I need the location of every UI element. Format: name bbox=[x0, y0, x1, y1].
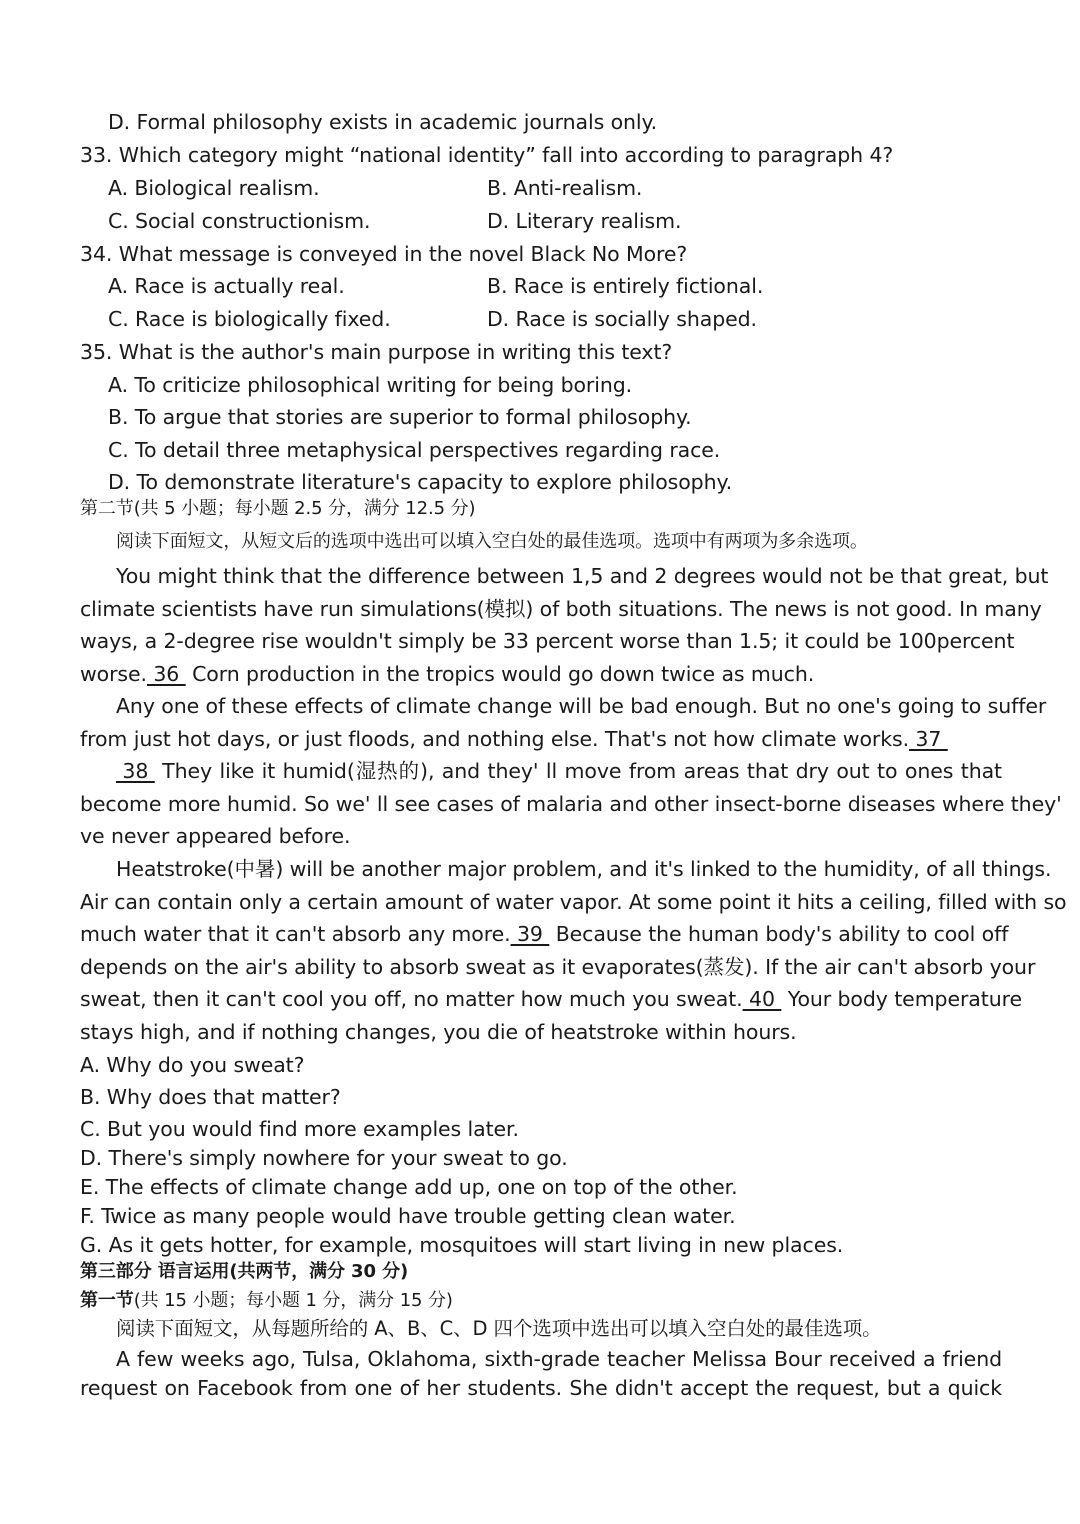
passage-p2-line2 bbox=[80, 724, 948, 754]
blank-37: 37 bbox=[909, 727, 948, 751]
option-a: A. Why do you sweat? bbox=[80, 1053, 305, 1077]
part3-instruction: 阅读下面短文，从每题所给的 A、B、C、D 四个选项中选出可以填入空白处的最佳选项。 bbox=[116, 1317, 882, 1340]
q33-option-a: A. Biological realism. bbox=[108, 176, 320, 200]
passage-p1-line4 bbox=[80, 659, 814, 689]
passage-p3-line2: become more humid. So we' ll see cases of malaria and other insect-borne diseases where they' bbox=[80, 792, 1062, 816]
part3-heading: 第三部分 语言运用(共两节，满分 30 分) bbox=[80, 1261, 409, 1282]
q35-option-d: D. To demonstrate literature's capacity to explore philosophy. bbox=[108, 470, 732, 494]
option-g: G. As it gets hotter, for example, mosquitoes will start living in new places. bbox=[80, 1233, 844, 1257]
passage-p2-line1: Any one of these effects of climate change will be bad enough. But no one's going to suffer bbox=[116, 694, 1047, 718]
section1-label: 第一节 bbox=[80, 1290, 134, 1311]
part3-section1-heading bbox=[80, 1286, 453, 1316]
passage-text: Because the human body's ability to cool off bbox=[549, 922, 1009, 946]
section1-detail: (共 15 小题；每小题 1 分，满分 15 分) bbox=[133, 1290, 453, 1311]
passage-p4-line2: Air can contain only a certain amount of water vapor. At some point it hits a ceiling, filled with so bbox=[80, 890, 1067, 914]
passage-p1-line1: You might think that the difference between 1,5 and 2 degrees would not be that great, but bbox=[116, 564, 1049, 588]
blank-40: 40 bbox=[742, 987, 782, 1011]
option-c: C. But you would find more examples later. bbox=[80, 1117, 519, 1141]
q35-stem: 35. What is the author's main purpose in writing this text? bbox=[80, 340, 673, 364]
passage-p4-line6: stays high, and if nothing changes, you die of heatstroke within hours. bbox=[80, 1020, 797, 1044]
q33-option-c: C. Social constructionism. bbox=[108, 209, 371, 233]
blank-39: 39 bbox=[510, 922, 550, 946]
blank-36: 36 bbox=[146, 662, 186, 686]
q33-option-d: D. Literary realism. bbox=[487, 209, 682, 233]
q35-option-c: C. To detail three metaphysical perspectives regarding race. bbox=[108, 438, 721, 462]
option-f: F. Twice as many people would have trouble getting clean water. bbox=[80, 1204, 736, 1228]
q34-option-d: D. Race is socially shaped. bbox=[487, 307, 757, 331]
passage-p3-line3: ve never appeared before. bbox=[80, 824, 351, 848]
passage-text: Your body temperature bbox=[781, 987, 1022, 1011]
passage-text: They like it humid(湿热的), and they' ll move from areas that dry out to ones that bbox=[154, 759, 1002, 783]
part3-passage-line1: A few weeks ago, Tulsa, Oklahoma, sixth-grade teacher Melissa Bour received a friend bbox=[116, 1347, 1002, 1371]
section2-heading: 第二节(共 5 小题；每小题 2.5 分，满分 12.5 分) bbox=[80, 498, 476, 519]
passage-text: Corn production in the tropics would go down twice as much. bbox=[185, 662, 815, 686]
q35-option-a: A. To criticize philosophical writing for being boring. bbox=[108, 373, 633, 397]
q33-option-b: B. Anti-realism. bbox=[487, 176, 643, 200]
passage-text: worse. bbox=[80, 662, 147, 686]
passage-text: sweat, then it can't cool you off, no matter how much you sweat. bbox=[80, 987, 743, 1011]
passage-p1-line3: ways, a 2-degree rise wouldn't simply be 33 percent worse than 1.5; it could be 100percent bbox=[80, 629, 1015, 653]
q32-option-d: D. Formal philosophy exists in academic journals only. bbox=[108, 110, 658, 134]
q33-stem: 33. Which category might “national identity” fall into according to paragraph 4? bbox=[80, 143, 894, 167]
passage-p4-line5 bbox=[80, 984, 1022, 1014]
passage-p4-line4: depends on the air's ability to absorb sweat as it evaporates(蒸发). If the air can't absorb your bbox=[80, 955, 1036, 979]
option-e: E. The effects of climate change add up, one on top of the other. bbox=[80, 1175, 738, 1199]
q34-option-a: A. Race is actually real. bbox=[108, 274, 345, 298]
q34-option-b: B. Race is entirely fictional. bbox=[487, 274, 764, 298]
passage-p4-line1: Heatstroke(中暑) will be another major problem, and it's linked to the humidity, of all things. bbox=[116, 857, 1052, 881]
q34-option-c: C. Race is biologically fixed. bbox=[108, 307, 391, 331]
passage-p1-line2: climate scientists have run simulations(模拟) of both situations. The news is not good. In many bbox=[80, 597, 1042, 621]
q34-stem: 34. What message is conveyed in the novel Black No More? bbox=[80, 242, 688, 266]
part3-passage-line2: request on Facebook from one of her students. She didn't accept the request, but a quick bbox=[80, 1376, 1002, 1400]
passage-p4-line3 bbox=[80, 919, 1009, 949]
option-d: D. There's simply nowhere for your sweat to go. bbox=[80, 1146, 568, 1170]
passage-p3-line1 bbox=[116, 756, 1002, 786]
q35-option-b: B. To argue that stories are superior to formal philosophy. bbox=[108, 405, 692, 429]
passage-text: from just hot days, or just floods, and nothing else. That's not how climate works. bbox=[80, 727, 910, 751]
option-b: B. Why does that matter? bbox=[80, 1085, 341, 1109]
blank-38: 38 bbox=[116, 759, 155, 783]
section2-instruction: 阅读下面短文，从短文后的选项中选出可以填入空白处的最佳选项。选项中有两项为多余选项。 bbox=[116, 531, 868, 552]
passage-text: much water that it can't absorb any more. bbox=[80, 922, 511, 946]
